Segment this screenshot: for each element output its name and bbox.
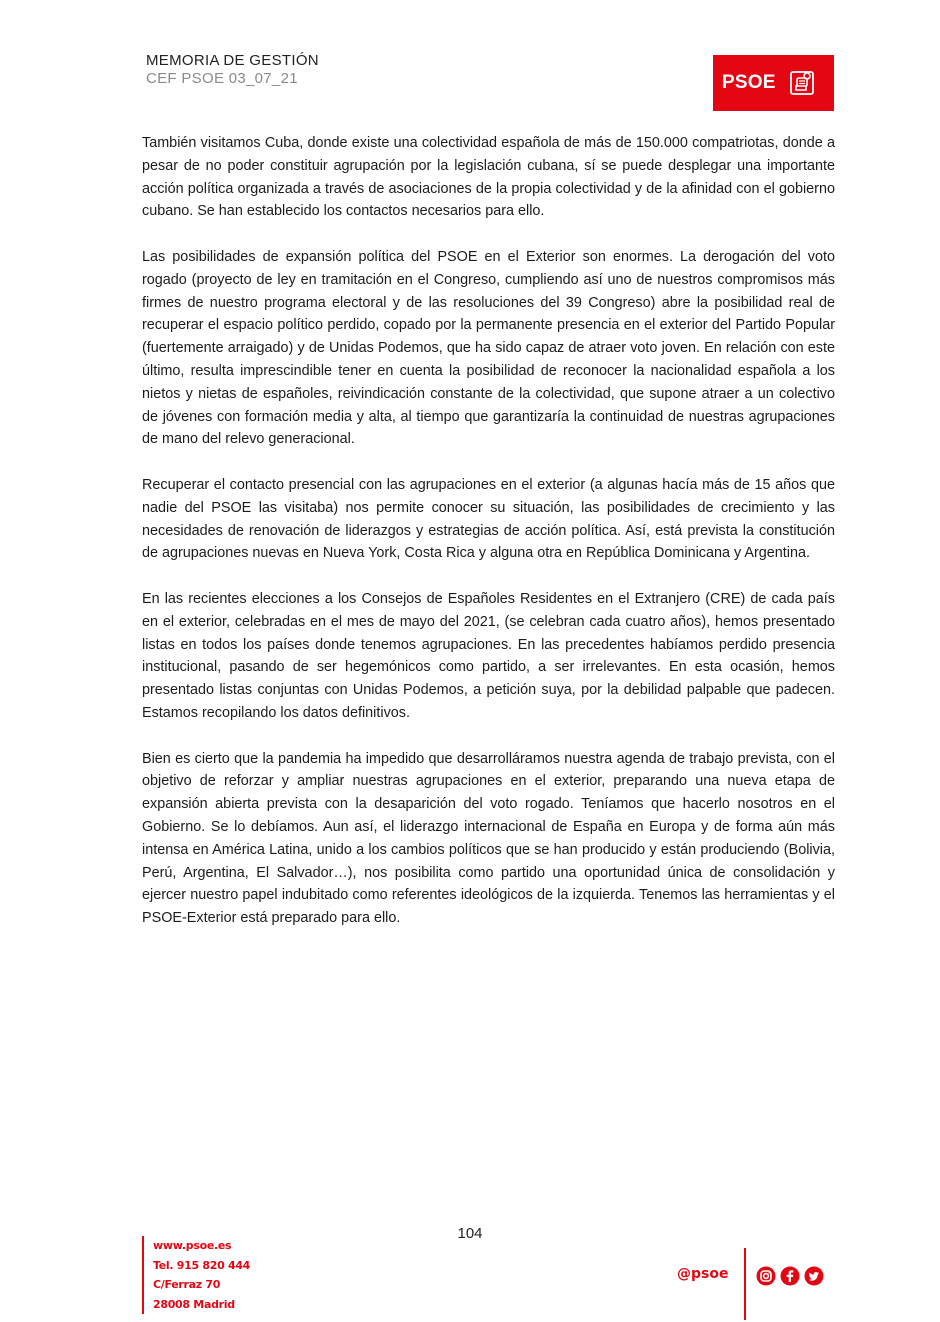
paragraph: Bien es cierto que la pandemia ha impedido que desarrolláramos nuestra agenda de trabajo prevista, con el objetivo de reforzar y ampliar nuestras agrupaciones en el exterior, preparando una nueva etapa de expansión abierta prevista con la desaparición del voto rogado. Teníamos que hacerlo nosotros en el Gobierno. Se lo debíamos. Aun así, el liderazgo internacional de España en Europa y de forma aún más intensa en América Latina, unido a los cambios políticos que se han producido y están produciendo (Bolivia, Perú, Argentina, El Salvador…), nos posibilita como partido una oportunidad única de consolidación y ejercer nuestro papel indubitado como referentes ideológicos de la izquierda. Tenemos las herramientas y el PSOE-Exterior está preparado para ello. [142, 750, 835, 927]
psoe-logo [713, 55, 834, 111]
street-text: C/Ferraz 70 [153, 1278, 221, 1291]
facebook-icon[interactable] [780, 1266, 800, 1286]
document-subtitle: CEF PSOE 03_07_21 [146, 70, 298, 87]
rose-fist-icon [786, 67, 818, 99]
paragraph: En las recientes elecciones a los Consejos de Españoles Residentes en el Extranjero (CRE) de cada país en el exterior, celebradas en el mes de mayo del 2021, (se celebran cada cuatro años), hemos presentado listas en todos los países donde tenemos agrupaciones. En las precedentes habíamos perdido presencia institucional, pasando de ser hegemónicos como partido, a ser irrelevantes. En esta ocasión, hemos presentado listas conjuntas con Unidas Podemos, a petición suya, por la debilidad palpable que padecen. Estamos recopilando los datos definitivos. [142, 590, 835, 721]
social-icons [756, 1266, 824, 1286]
page-number: 104 [457, 1225, 483, 1242]
body-text [142, 132, 835, 953]
instagram-icon[interactable] [756, 1266, 776, 1286]
twitter-icon[interactable] [804, 1266, 824, 1286]
footer-divider [744, 1248, 746, 1320]
website-link[interactable]: www.psoe.es [153, 1239, 232, 1252]
paragraph: También visitamos Cuba, donde existe una colectividad española de más de 150.000 compatriotas, donde a pesar de no poder constituir agrupación por la legislación cubana, sí se puede desplegar una importante acción política organizada a través de asociaciones de la propia colectividad y de la afinidad con el gobierno cubano. Se han establecido los contactos necesarios para ello. [142, 135, 835, 220]
document-header [146, 52, 319, 88]
contact-block [142, 1236, 250, 1314]
document-title: MEMORIA DE GESTIÓN [146, 52, 319, 69]
paragraph: Las posibilidades de expansión política del PSOE en el Exterior son enormes. La derogación del voto rogado (proyecto de ley en tramitación en el Congreso, cumpliendo así uno de nuestros compromisos más firmes de nuestro programa electoral y de las resoluciones del 39 Congreso) abre la posibilidad real de recuperar el espacio político perdido, copado por la permanente presencia en el exterior del Partido Popular (fuertemente arraigado) y de Unidas Podemos, que ha sido capaz de atraer voto joven. En relación con este último, resulta imprescindible tener en cuenta la posibilidad de reconocer la nacionalidad española a los nietos y nietas de españoles, reivindicación constante de la colectividad, que supone atraer a un colectivo de jóvenes con formación media y alta, al tiempo que garantizaría la continuidad de nuestras agrupaciones de mano del relevo generacional. [142, 248, 835, 448]
paragraph: Recuperar el contacto presencial con las agrupaciones en el exterior (a algunas hacía más de 15 años que nadie del PSOE las visitaba) nos permite conocer su situación, las posibilidades de crecimiento y las necesidades de renovación de liderazgos y estrategias de acción política. Así, está prevista la constitución de agrupaciones nuevas en Nueva York, Costa Rica y alguna otra en República Dominicana y Argentina. [142, 476, 835, 562]
city-text: 28008 Madrid [153, 1297, 235, 1311]
social-handle[interactable]: @psoe [677, 1266, 729, 1282]
phone-text: Tel. 915 820 444 [153, 1258, 251, 1272]
logo-text: PSOE [722, 72, 776, 93]
